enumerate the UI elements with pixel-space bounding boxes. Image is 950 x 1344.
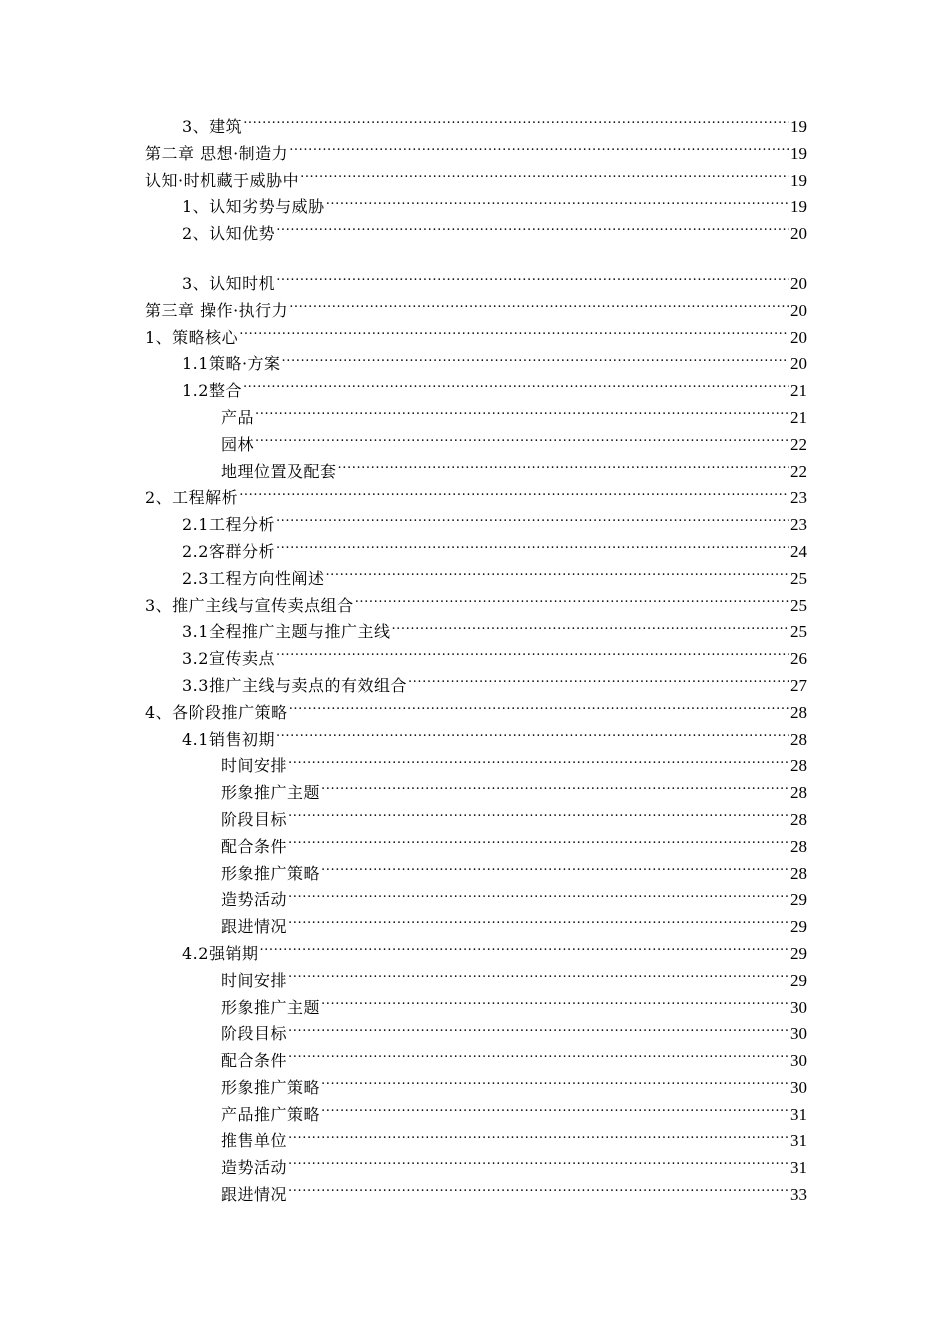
toc-entry-page-number: 28 <box>790 756 807 776</box>
toc-entry[interactable] <box>145 432 807 459</box>
dot-leader <box>408 675 789 691</box>
dot-leader <box>325 568 789 584</box>
toc-entry-title: 1.1策略·方案 <box>182 354 281 374</box>
dot-leader <box>391 621 789 637</box>
dot-leader <box>355 595 789 611</box>
dot-leader <box>288 889 789 905</box>
toc-entry-title: 形象推广主题 <box>221 997 321 1017</box>
dot-leader <box>276 648 789 664</box>
toc-entry-page-number: 31 <box>790 1131 807 1151</box>
dot-leader <box>321 782 789 798</box>
toc-entry-title: 时间安排 <box>221 756 288 776</box>
toc-entry-page-number: 23 <box>790 488 807 508</box>
dot-leader <box>288 1023 789 1039</box>
dot-leader <box>289 702 789 718</box>
toc-entry[interactable] <box>145 700 807 727</box>
toc-entry-page-number: 22 <box>790 434 807 454</box>
dot-leader <box>243 380 789 396</box>
toc-entry[interactable] <box>145 1075 807 1102</box>
dot-leader <box>321 863 789 879</box>
dot-leader <box>255 434 789 450</box>
toc-entry-page-number: 33 <box>790 1185 807 1205</box>
toc-entry-page-number: 25 <box>790 568 807 588</box>
dot-leader <box>321 1104 789 1120</box>
toc-entry-title: 园林 <box>221 434 255 454</box>
toc-entry-title: 3.3推广主线与卖点的有效组合 <box>182 675 407 695</box>
toc-entry-title: 产品推广策略 <box>221 1104 321 1124</box>
toc-entry-page-number: 28 <box>790 809 807 829</box>
toc-entry-title: 产品 <box>221 407 255 427</box>
toc-entry[interactable] <box>145 141 807 168</box>
dot-leader <box>276 514 789 530</box>
dot-leader <box>288 916 789 932</box>
toc-entry-page-number: 25 <box>790 622 807 642</box>
dot-leader <box>288 1157 789 1173</box>
toc-entry[interactable] <box>145 834 807 861</box>
toc-entry-page-number: 19 <box>790 117 807 136</box>
toc-entry[interactable] <box>145 485 807 512</box>
toc-entry-title: 形象推广主题 <box>221 783 321 803</box>
toc-entry-page-number: 30 <box>790 1051 807 1071</box>
toc-entry-title: 1、策略核心 <box>145 327 239 347</box>
toc-entry-page-number: 30 <box>790 997 807 1017</box>
dot-leader <box>289 300 789 316</box>
dot-leader <box>338 461 789 477</box>
toc-entry-page-number: 29 <box>790 943 807 963</box>
toc-entry[interactable] <box>145 914 807 941</box>
dot-leader <box>255 407 789 423</box>
toc-entry-title: 2、认知优势 <box>182 224 276 244</box>
dot-leader <box>276 541 789 557</box>
toc-entry-title: 4.2强销期 <box>182 943 259 963</box>
toc-entry-page-number: 20 <box>790 327 807 347</box>
toc-entry-title: 2.1工程分析 <box>182 515 275 535</box>
toc-entry-title: 3、推广主线与宣传卖点组合 <box>145 595 354 615</box>
toc-entry-title: 3.2宣传卖点 <box>182 649 275 669</box>
toc-entry-title: 1、认知劣势与威胁 <box>182 197 325 217</box>
toc-entry-page-number: 29 <box>790 917 807 937</box>
toc-entry[interactable] <box>145 539 807 566</box>
toc-entry-page-number: 31 <box>790 1104 807 1124</box>
toc-entry-title: 阶段目标 <box>221 1024 288 1044</box>
toc-entry[interactable] <box>145 861 807 888</box>
dot-leader <box>288 1050 789 1066</box>
toc-entry[interactable] <box>145 271 807 298</box>
toc-entry-title: 3.1全程推广主题与推广主线 <box>182 622 391 642</box>
toc-entry-title: 造势活动 <box>221 890 288 910</box>
dot-leader <box>276 223 789 239</box>
toc-entry[interactable] <box>145 1128 807 1155</box>
toc-entry[interactable] <box>145 1155 807 1182</box>
toc-entry-page-number: 28 <box>790 863 807 883</box>
dot-leader <box>326 196 789 212</box>
dot-leader <box>288 809 789 825</box>
dot-leader <box>282 353 789 369</box>
toc-entry-page-number: 28 <box>790 836 807 856</box>
toc-entry-page-number: 28 <box>790 729 807 749</box>
toc-entry-title: 3、建筑 <box>182 117 243 136</box>
toc-entry-page-number: 20 <box>790 354 807 374</box>
toc-entry-page-number: 28 <box>790 702 807 722</box>
dot-leader <box>289 143 789 159</box>
toc-entry-page-number: 25 <box>790 595 807 615</box>
toc-entry-title: 2.2客群分析 <box>182 541 275 561</box>
dot-leader <box>243 116 789 132</box>
toc-entry[interactable] <box>145 887 807 914</box>
toc-entry-page-number: 21 <box>790 407 807 427</box>
toc-entry[interactable] <box>145 995 807 1022</box>
table-of-contents <box>145 114 807 1209</box>
toc-entry[interactable] <box>145 753 807 780</box>
toc-entry[interactable] <box>145 351 807 378</box>
toc-entry[interactable] <box>145 378 807 405</box>
toc-entry-title: 跟进情况 <box>221 1185 288 1205</box>
toc-entry[interactable] <box>145 1102 807 1129</box>
toc-entry[interactable] <box>145 1048 807 1075</box>
toc-entry-title: 3、认知时机 <box>182 273 276 293</box>
dot-leader <box>288 1130 789 1146</box>
dot-leader <box>288 836 789 852</box>
toc-entry-page-number: 30 <box>790 1024 807 1044</box>
toc-entry-page-number: 20 <box>790 300 807 320</box>
toc-entry-page-number: 27 <box>790 675 807 695</box>
toc-entry-title: 2、工程解析 <box>145 488 239 508</box>
toc-entry-title: 造势活动 <box>221 1158 288 1178</box>
dot-leader <box>276 729 789 745</box>
toc-entry[interactable] <box>145 1021 807 1048</box>
dot-leader <box>259 943 789 959</box>
toc-entry[interactable] <box>145 325 807 352</box>
toc-entry-title: 时间安排 <box>221 970 288 990</box>
toc-entry-page-number: 19 <box>790 197 807 217</box>
dot-leader <box>288 1184 789 1200</box>
toc-entry-title: 阶段目标 <box>221 809 288 829</box>
toc-entry-title: 1.2整合 <box>182 381 242 401</box>
toc-entry-page-number: 24 <box>790 541 807 561</box>
toc-entry-title: 2.3工程方向性阐述 <box>182 568 325 588</box>
toc-entry-title: 第三章 操作·执行力 <box>145 300 289 320</box>
toc-entry-title: 配合条件 <box>221 836 288 856</box>
toc-entry-title: 配合条件 <box>221 1051 288 1071</box>
toc-entry[interactable] <box>145 114 807 141</box>
toc-entry-page-number: 30 <box>790 1077 807 1097</box>
dot-leader <box>300 170 789 186</box>
toc-entry-title: 第二章 思想·制造力 <box>145 143 289 163</box>
toc-entry[interactable] <box>145 619 807 646</box>
dot-leader <box>239 327 789 343</box>
toc-entry-title: 形象推广策略 <box>221 863 321 883</box>
toc-entry[interactable] <box>145 727 807 754</box>
toc-entry-page-number: 21 <box>790 381 807 401</box>
dot-leader <box>321 997 789 1013</box>
toc-entry[interactable] <box>145 566 807 593</box>
toc-entry[interactable] <box>145 459 807 486</box>
dot-leader <box>239 487 789 503</box>
toc-entry[interactable] <box>145 168 807 195</box>
toc-entry[interactable] <box>145 968 807 995</box>
toc-entry[interactable] <box>145 646 807 673</box>
toc-entry[interactable] <box>145 298 807 325</box>
toc-entry-title: 形象推广策略 <box>221 1077 321 1097</box>
toc-entry-page-number: 23 <box>790 515 807 535</box>
toc-entry-page-number: 26 <box>790 649 807 669</box>
toc-entry-page-number: 29 <box>790 970 807 990</box>
toc-entry-page-number: 20 <box>790 273 807 293</box>
toc-entry-title: 认知·时机藏于威胁中 <box>145 170 300 190</box>
dot-leader <box>276 273 789 289</box>
toc-entry-page-number: 31 <box>790 1158 807 1178</box>
toc-entry[interactable] <box>145 780 807 807</box>
toc-entry-title: 地理位置及配套 <box>221 461 337 481</box>
toc-entry-title: 4、各阶段推广策略 <box>145 702 288 722</box>
toc-entry-page-number: 29 <box>790 890 807 910</box>
toc-entry-page-number: 28 <box>790 783 807 803</box>
toc-entry[interactable] <box>145 941 807 968</box>
toc-entry[interactable] <box>145 807 807 834</box>
dot-leader <box>288 755 789 771</box>
toc-entry-page-number: 20 <box>790 224 807 244</box>
toc-entry-title: 跟进情况 <box>221 917 288 937</box>
toc-entry-page-number: 22 <box>790 461 807 481</box>
toc-entry[interactable] <box>145 593 807 620</box>
toc-entry[interactable] <box>145 673 807 700</box>
dot-leader <box>288 970 789 986</box>
toc-entry-page-number: 19 <box>790 143 807 163</box>
toc-entry[interactable] <box>145 1182 807 1209</box>
toc-entry-title: 推售单位 <box>221 1131 288 1151</box>
dot-leader <box>321 1077 789 1093</box>
toc-entry[interactable] <box>145 512 807 539</box>
toc-entry[interactable] <box>145 221 807 248</box>
toc-entry-title: 4.1销售初期 <box>182 729 275 749</box>
toc-entry-page-number: 19 <box>790 170 807 190</box>
toc-entry[interactable] <box>145 405 807 432</box>
toc-entry[interactable] <box>145 194 807 221</box>
